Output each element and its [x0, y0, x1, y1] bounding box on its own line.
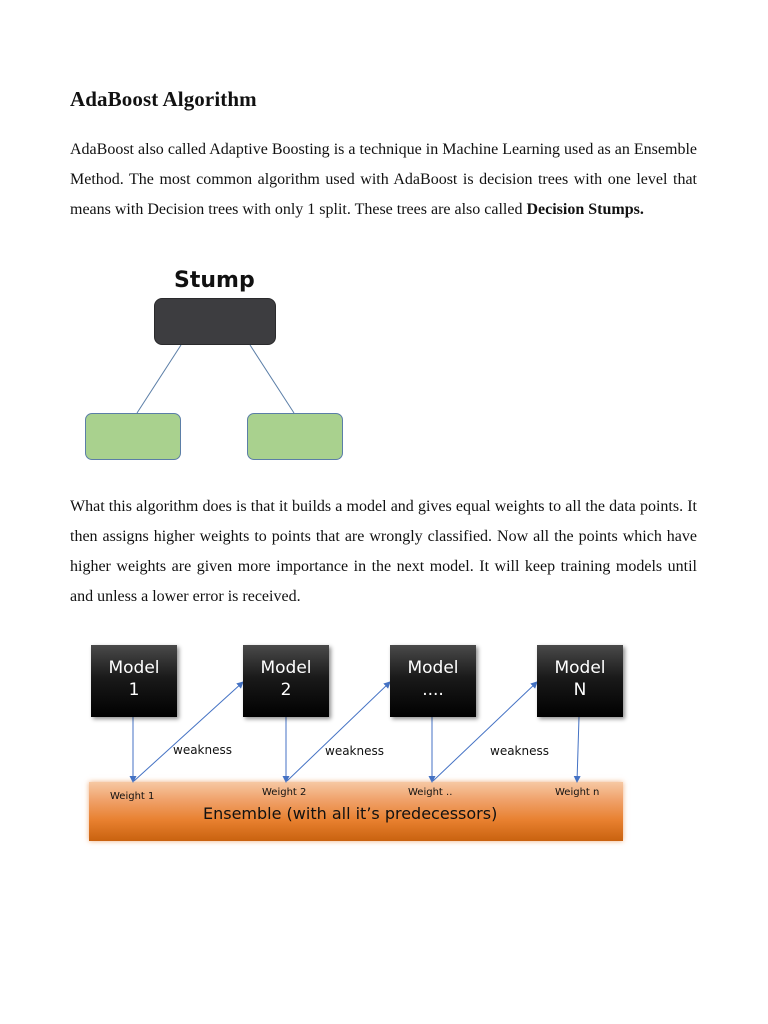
- model-3-label: Model: [407, 658, 459, 678]
- weight-label-2: Weight 2: [262, 787, 307, 798]
- weakness-label-3: weakness: [490, 744, 549, 758]
- model-box-3: [390, 645, 476, 717]
- intro-bold-term: Decision Stumps.: [526, 201, 644, 218]
- intro-text: AdaBoost also called Adaptive Boosting is a technique in Machine Learning used as an Ensemble Method. The most common algorithm used with AdaBoost is decision trees with one level that means with Decision trees with only 1 split. These trees are also called: [70, 141, 697, 218]
- ensemble-label: Ensemble (with all it’s predecessors): [203, 804, 498, 823]
- model-box-1: [91, 645, 177, 717]
- model-3-index: ....: [422, 680, 444, 700]
- model-2-label: Model: [260, 658, 312, 678]
- weakness-label-1: weakness: [173, 743, 232, 757]
- page-title: AdaBoost Algorithm: [70, 87, 257, 111]
- model-4-index: N: [573, 680, 587, 700]
- model-4-down-arrow: [577, 717, 579, 782]
- model-1-index: 1: [128, 680, 140, 700]
- model-1-label: Model: [108, 658, 160, 678]
- weight-label-3: Weight ..: [408, 787, 453, 798]
- model-box-4: [537, 645, 623, 717]
- stump-title: Stump: [174, 268, 255, 293]
- weight-label-1: Weight 1: [110, 791, 155, 802]
- explanation-paragraph: What this algorithm does is that it builds a model and gives equal weights to all the data points. It then assigns higher weights to points that are wrongly classified. Now all the points which have higher weights are given more importance in the next model. It will keep training models until and unless a lower error is received.: [70, 498, 697, 605]
- weakness-label-2: weakness: [325, 744, 384, 758]
- weight-label-4: Weight n: [555, 787, 600, 798]
- model-2-index: 2: [280, 680, 292, 700]
- model-4-label: Model: [554, 658, 606, 678]
- model-box-2: [243, 645, 329, 717]
